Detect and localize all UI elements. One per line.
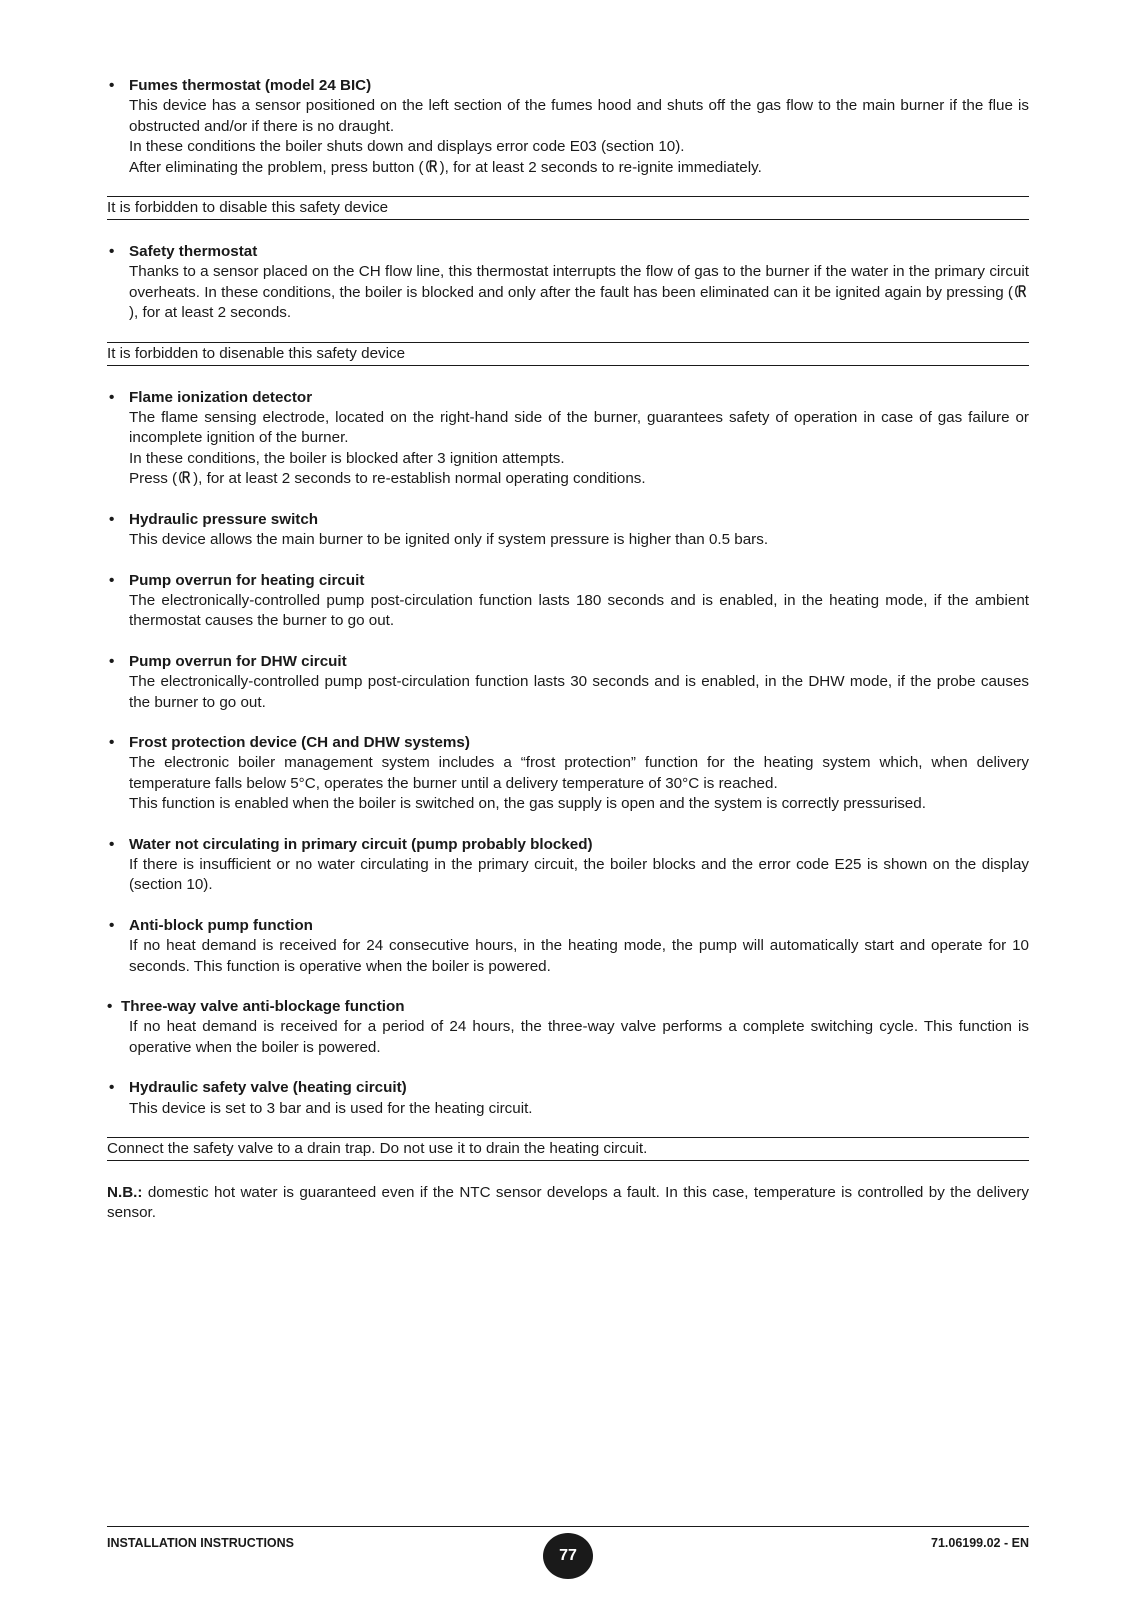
section-anti-block-pump bbox=[107, 916, 1029, 977]
section-title: Three-way valve anti-blockage function bbox=[121, 998, 405, 1015]
paragraph: The electronic boiler management system includes a “frost protection” function for the heating system which, when delivery temperature falls below 5°C, operates the burner until a delivery temperature of 30°C is reached. bbox=[129, 754, 1029, 792]
paragraph: If no heat demand is received for a period of 24 hours, the three-way valve performs a complete switching cycle. This function is operative when the boiler is powered. bbox=[129, 1018, 1029, 1056]
warning-notice: It is forbidden to disable this safety device bbox=[107, 196, 1029, 220]
text-run: Thanks to a sensor placed on the CH flow line, this thermostat interrupts the flow of gas to the burner if the water in the primary circuit overheats. In these conditions, the boiler is blocked and only after the fault has been eliminated can it be ignited again by pressing ( bbox=[129, 263, 1029, 301]
text-run: After eliminating the problem, press button ( bbox=[129, 158, 424, 176]
paragraph: This device is set to 3 bar and is used for the heating circuit. bbox=[129, 1099, 533, 1117]
bullet: • bbox=[107, 998, 113, 1015]
footer-doc-type: INSTALLATION INSTRUCTIONS bbox=[107, 1536, 295, 1550]
section-frost-protection bbox=[107, 733, 1029, 815]
section-title: Water not circulating in primary circuit (pump probably blocked) bbox=[129, 835, 593, 853]
warning-notice: It is forbidden to disenable this safety device bbox=[107, 342, 1029, 366]
paragraph: In these conditions, the boiler is blocked after 3 ignition attempts. bbox=[129, 449, 565, 467]
footer-doc-code: 71.06199.02 - EN bbox=[931, 1536, 1029, 1550]
nb-note bbox=[107, 1183, 1029, 1224]
bullet: • bbox=[109, 916, 115, 934]
bullet: • bbox=[109, 733, 115, 751]
text-run: ), for at least 2 seconds to re-ignite immediately. bbox=[439, 158, 762, 176]
reset-button-icon bbox=[178, 469, 192, 486]
section-title: Safety thermostat bbox=[129, 243, 258, 261]
paragraph bbox=[129, 158, 1029, 178]
paragraph: This device allows the main burner to be ignited only if system pressure is higher than 0.5 bars. bbox=[129, 531, 769, 549]
section-safety-thermostat bbox=[107, 242, 1029, 324]
text-run: Press ( bbox=[129, 470, 178, 488]
paragraph: The electronically-controlled pump post-circulation function lasts 30 seconds and is enabled, in the DHW mode, if the probe causes the burner to go out. bbox=[129, 673, 1029, 711]
section-hydraulic-pressure-switch bbox=[107, 510, 1029, 551]
bullet: • bbox=[109, 388, 115, 406]
bullet: • bbox=[109, 510, 115, 528]
section-flame-ionization bbox=[107, 388, 1029, 490]
section-pump-overrun-heating bbox=[107, 571, 1029, 632]
section-title: Hydraulic pressure switch bbox=[129, 510, 319, 528]
paragraph: The electronically-controlled pump post-circulation function lasts 180 seconds and is enabled, in the heating mode, if the ambient thermostat causes the burner to go out. bbox=[129, 591, 1029, 630]
section-title: Hydraulic safety valve (heating circuit) bbox=[129, 1079, 407, 1097]
paragraph: This device has a sensor positioned on the left section of the fumes hood and shuts off the gas flow to the main burner if the flue is obstructed and/or if there is no draught. bbox=[129, 97, 1029, 135]
document-body bbox=[107, 76, 1029, 1224]
reset-button-icon bbox=[1014, 283, 1028, 300]
bullet: • bbox=[109, 77, 115, 94]
text-run: ), for at least 2 seconds. bbox=[129, 304, 292, 322]
section-title: Pump overrun for heating circuit bbox=[129, 571, 365, 589]
section-title: Flame ionization detector bbox=[129, 388, 313, 406]
page-number: 77 bbox=[543, 1533, 593, 1579]
page-footer bbox=[107, 1526, 1029, 1567]
nb-label: N.B.: bbox=[107, 1184, 143, 1202]
paragraph: If no heat demand is received for 24 consecutive hours, in the heating mode, the pump will automatically start and operate for 10 seconds. This function is operative when the boiler is powered. bbox=[129, 937, 1029, 975]
bullet: • bbox=[109, 571, 115, 589]
nb-text: domestic hot water is guaranteed even if the NTC sensor develops a fault. In this case, temperature is controlled by the delivery sensor. bbox=[107, 1184, 1029, 1222]
bullet: • bbox=[109, 243, 115, 261]
section-title: Pump overrun for DHW circuit bbox=[129, 652, 347, 670]
paragraph: This function is enabled when the boiler is switched on, the gas supply is open and the system is correctly pressurised. bbox=[129, 795, 926, 813]
paragraph: In these conditions the boiler shuts down and displays error code E03 (section 10). bbox=[129, 138, 685, 156]
paragraph: The flame sensing electrode, located on the right-hand side of the burner, guarantees safety of operation in case of gas failure or incomplete ignition of the burner. bbox=[129, 409, 1029, 447]
section-title: Frost protection device (CH and DHW systems) bbox=[129, 733, 470, 751]
section-hydraulic-safety-valve bbox=[107, 1078, 1029, 1119]
paragraph bbox=[129, 469, 1029, 489]
paragraph: If there is insufficient or no water circulating in the primary circuit, the boiler blocks and the error code E25 is shown on the display (section 10). bbox=[129, 855, 1029, 894]
section-title: Fumes thermostat (model 24 BIC) bbox=[129, 77, 372, 94]
bullet: • bbox=[109, 1079, 115, 1097]
section-three-way-valve bbox=[107, 997, 1029, 1058]
section-pump-overrun-dhw bbox=[107, 652, 1029, 713]
section-title: Anti-block pump function bbox=[129, 916, 313, 934]
bullet: • bbox=[109, 835, 115, 853]
warning-notice: Connect the safety valve to a drain trap. Do not use it to drain the heating circuit. bbox=[107, 1137, 1029, 1161]
bullet: • bbox=[109, 652, 115, 670]
reset-button-icon bbox=[425, 158, 439, 175]
section-water-not-circulating bbox=[107, 835, 1029, 896]
section-fumes-thermostat bbox=[107, 76, 1029, 178]
paragraph bbox=[129, 262, 1029, 323]
text-run: ), for at least 2 seconds to re-establish normal operating conditions. bbox=[193, 470, 646, 488]
